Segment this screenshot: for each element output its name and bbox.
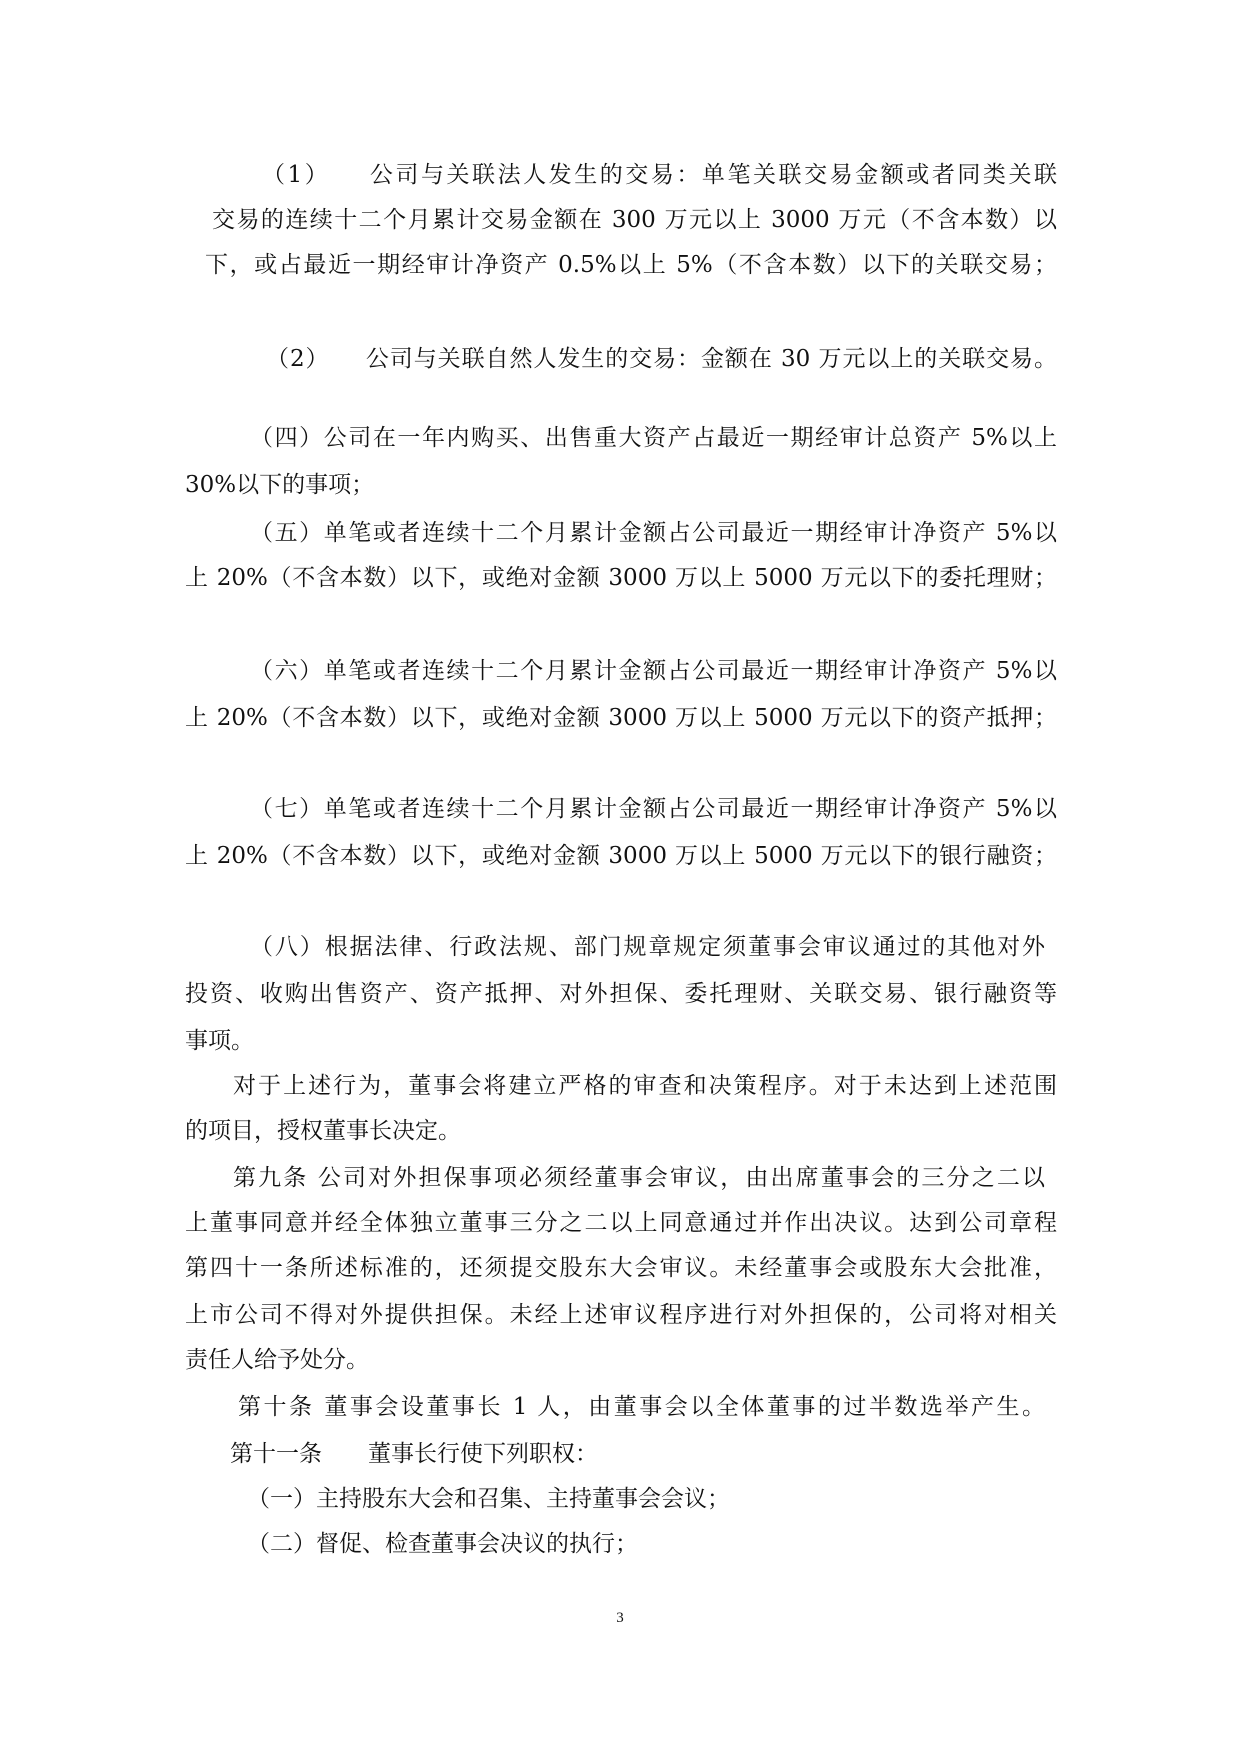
text-line-26: （二）督促、检查董事会决议的执行； [247,1531,638,1557]
text-line-14: 投资、收购出售资产、资产抵押、对外担保、委托理财、关联交易、银行融资等 [185,981,1057,1007]
page-number: 3 [616,1610,624,1626]
text-line-15: 事项。 [185,1028,254,1054]
text-line-18: 第九条 公司对外担保事项必须经董事会审议，由出席董事会的三分之二以 [233,1165,1045,1191]
text-line-20: 第四十一条所述标准的，还须提交股东大会审议。未经董事会或股东大会批准， [185,1255,1057,1281]
text-line-17: 的项目，授权董事长决定。 [185,1118,461,1144]
text-line-4: （2） 公司与关联自然人发生的交易：金额在 30 万元以上的关联交易。 [266,346,1057,372]
text-line-9: （六）单笔或者连续十二个月累计金额占公司最近一期经审计净资产 5%以 [250,658,1057,684]
text-line-24: 第十一条 董事长行使下列职权： [230,1441,598,1467]
text-line-21: 上市公司不得对外提供担保。未经上述审议程序进行对外担保的，公司将对相关 [185,1302,1057,1328]
text-line-7: （五）单笔或者连续十二个月累计金额占公司最近一期经审计净资产 5%以 [250,520,1057,546]
text-line-1: （1） 公司与关联法人发生的交易：单笔关联交易金额或者同类关联 [262,162,1057,188]
text-line-22: 责任人给予处分。 [185,1347,369,1373]
text-line-2: 交易的连续十二个月累计交易金额在 300 万元以上 3000 万元（不含本数）以 [212,207,1057,233]
text-line-19: 上董事同意并经全体独立董事三分之二以上同意通过并作出决议。达到公司章程 [185,1210,1057,1236]
text-line-10: 上 20%（不含本数）以下，或绝对金额 3000 万以上 5000 万元以下的资产抵押； [185,705,1057,731]
text-line-16: 对于上述行为，董事会将建立严格的审查和决策程序。对于未达到上述范围 [233,1073,1057,1099]
text-line-25: （一）主持股东大会和召集、主持董事会会议； [247,1486,730,1512]
text-line-6: 30%以下的事项； [185,472,375,498]
text-line-13: （八）根据法律、行政法规、部门规章规定须董事会审议通过的其他对外 [250,934,1045,960]
text-line-8: 上 20%（不含本数）以下，或绝对金额 3000 万以上 5000 万元以下的委托理财； [185,565,1057,591]
text-line-12: 上 20%（不含本数）以下，或绝对金额 3000 万以上 5000 万元以下的银行融资； [185,843,1057,869]
text-line-5: （四）公司在一年内购买、出售重大资产占最近一期经审计总资产 5%以上 [250,425,1057,451]
text-line-3: 下，或占最近一期经审计净资产 0.5%以上 5%（不含本数）以下的关联交易； [205,252,1057,278]
text-line-23: 第十条 董事会设董事长 1 人，由董事会以全体董事的过半数选举产生。 [238,1394,1045,1420]
text-line-11: （七）单笔或者连续十二个月累计金额占公司最近一期经审计净资产 5%以 [250,796,1057,822]
